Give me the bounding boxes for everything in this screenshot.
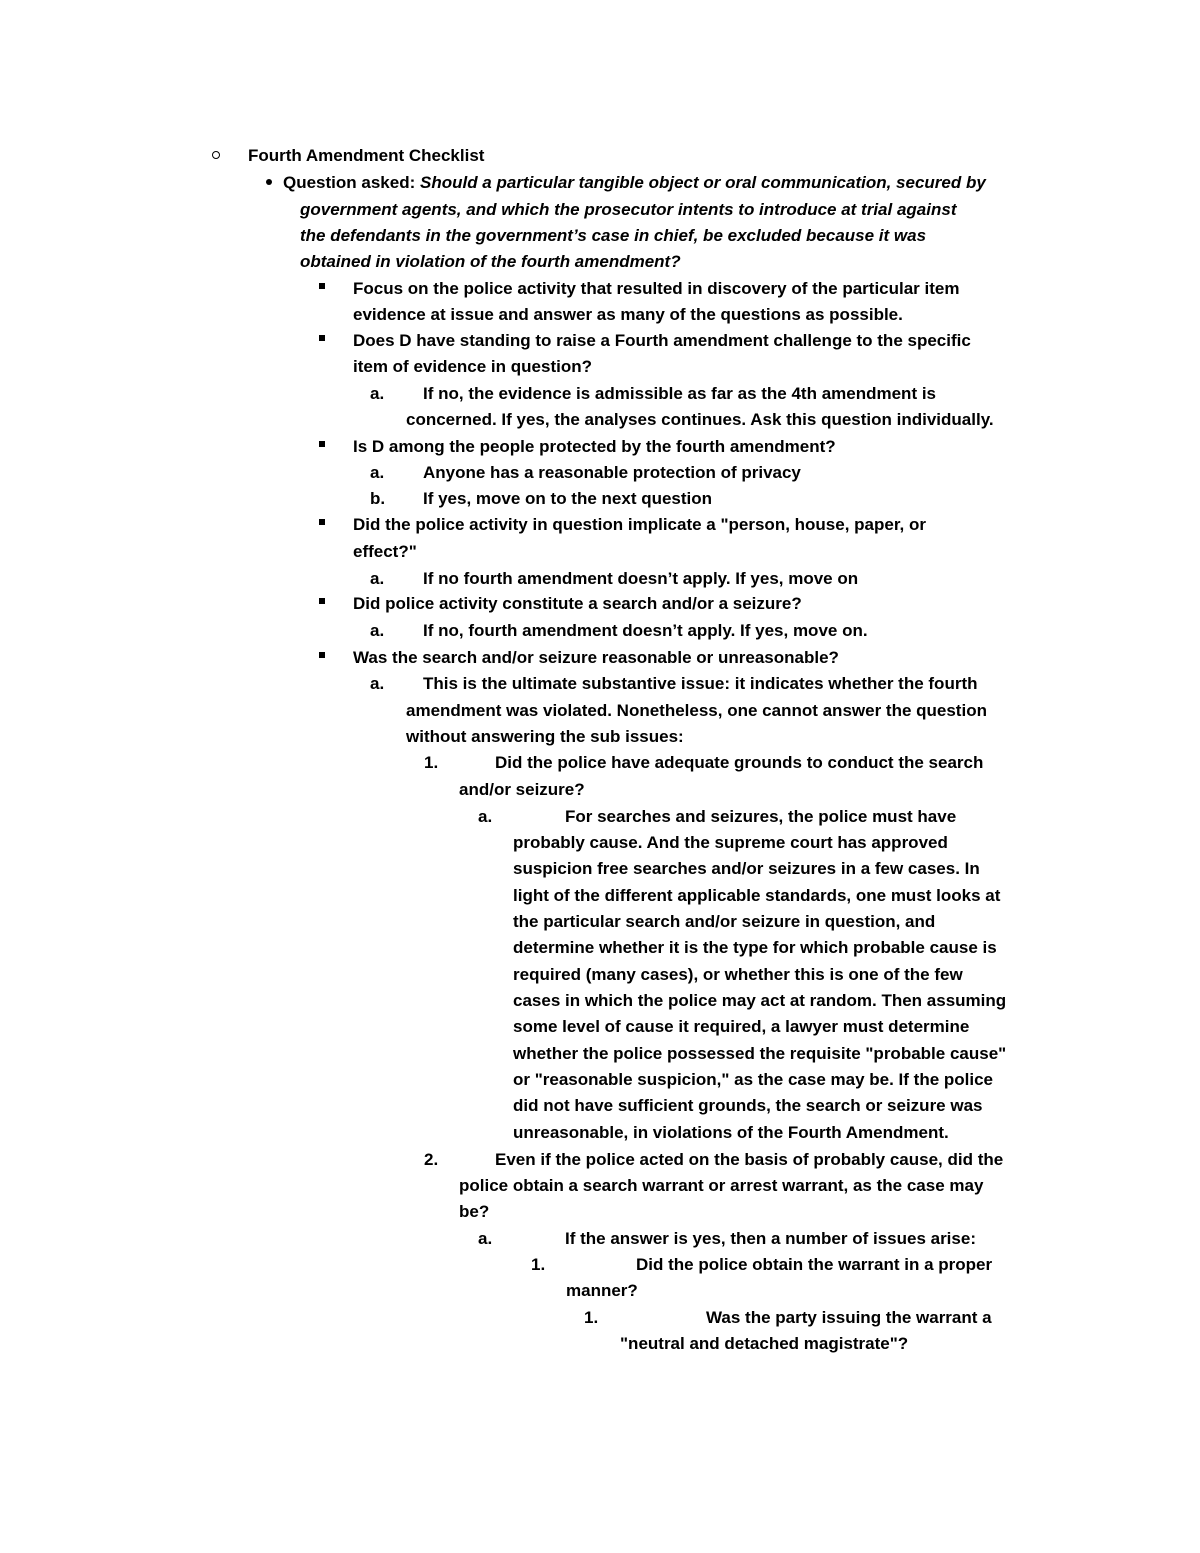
item-4-line-1: Did the police activity in question implicate a "person, house, paper, or (353, 515, 926, 534)
round-bullet-icon (266, 179, 272, 185)
numbered-2a-line: If the answer is yes, then a number of issues arise: (565, 1229, 976, 1248)
item-6a-line-1: This is the ultimate substantive issue: it indicates whether the fourth (423, 674, 978, 693)
question-line-1 (283, 170, 986, 196)
numbered-1a-line-11: or "reasonable suspicion," as the case may be. If the police (513, 1070, 994, 1089)
item-3b-line: If yes, move on to the next question (423, 489, 713, 508)
numbered-2a1a-marker: 1. (584, 1308, 599, 1327)
numbered-1a-line-8: cases in which the police may act at random. Then assuming (513, 991, 1007, 1010)
numbered-1a-line-5: the particular search and/or seizure in question, and (513, 912, 936, 931)
numbered-2-line-3: be? (459, 1202, 490, 1221)
item-1-line-1: Focus on the police activity that resulted in discovery of the particular item (353, 279, 960, 298)
question-line-3: the defendants in the government’s case in chief, be excluded because it was (300, 226, 927, 245)
numbered-1a-line-7: required (many cases), or whether this is one of the few (513, 965, 963, 984)
numbered-1a-line-12: did not have sufficient grounds, the search or seizure was (513, 1096, 983, 1115)
numbered-2a-marker: a. (478, 1229, 493, 1248)
item-3a-line: Anyone has a reasonable protection of privacy (423, 463, 801, 482)
item-6-line: Was the search and/or seizure reasonable or unreasonable? (353, 648, 839, 667)
numbered-2-marker: 2. (424, 1150, 439, 1169)
numbered-1-line-2: and/or seizure? (459, 780, 585, 799)
hollow-circle-bullet-icon (212, 151, 220, 159)
numbered-2a1-marker: 1. (531, 1255, 546, 1274)
item-3b-marker: b. (370, 489, 386, 508)
item-2a-line-1: If no, the evidence is admissible as far as the 4th amendment is (423, 384, 937, 403)
square-bullet-icon (319, 519, 325, 525)
question-text-1: Should a particular tangible object or oral communication, secured by (419, 173, 986, 192)
item-4-line-2: effect?" (353, 542, 417, 561)
square-bullet-icon (319, 598, 325, 604)
numbered-1-marker: 1. (424, 753, 439, 772)
item-4a-line: If no fourth amendment doesn’t apply. If yes, move on (423, 569, 859, 588)
numbered-1a-line-13: unreasonable, in violations of the Fourth Amendment. (513, 1123, 949, 1142)
question-line-2: government agents, and which the prosecutor intents to introduce at trial against (300, 200, 957, 219)
numbered-1a-line-1: For searches and seizures, the police must have (565, 807, 957, 826)
item-5a-line: If no, fourth amendment doesn’t apply. If yes, move on. (423, 621, 868, 640)
numbered-2-line-2: police obtain a search warrant or arrest warrant, as the case may (459, 1176, 984, 1195)
square-bullet-icon (319, 335, 325, 341)
item-3a-marker: a. (370, 463, 385, 482)
numbered-1a-line-6: determine whether it is the type for which probable cause is (513, 938, 997, 957)
item-2a-line-2: concerned. If yes, the analyses continues. Ask this question individually. (406, 410, 994, 429)
numbered-2a1-line-1: Did the police obtain the warrant in a proper (636, 1255, 993, 1274)
item-1-line-2: evidence at issue and answer as many of the questions as possible. (353, 305, 903, 324)
numbered-2-line-1: Even if the police acted on the basis of probably cause, did the (495, 1150, 1004, 1169)
item-6a-line-3: without answering the sub issues: (406, 727, 684, 746)
item-6a-line-2: amendment was violated. Nonetheless, one cannot answer the question (406, 701, 987, 720)
square-bullet-icon (319, 652, 325, 658)
numbered-1a-line-10: whether the police possessed the requisite "probable cause" (513, 1044, 1007, 1063)
item-2-line-1: Does D have standing to raise a Fourth amendment challenge to the specific (353, 331, 971, 350)
item-5-line: Did police activity constitute a search and/or a seizure? (353, 594, 802, 613)
numbered-1a-line-9: some level of cause it required, a lawyer must determine (513, 1017, 970, 1036)
numbered-1a-line-3: suspicion free searches and/or seizures in a few cases. In (513, 859, 980, 878)
square-bullet-icon (319, 441, 325, 447)
item-2-line-2: item of evidence in question? (353, 357, 592, 376)
item-3-line-1: Is D among the people protected by the fourth amendment? (353, 437, 836, 456)
square-bullet-icon (319, 283, 325, 289)
question-label: Question asked: (283, 173, 420, 192)
numbered-1-line-1: Did the police have adequate grounds to conduct the search (495, 753, 984, 772)
checklist-title: Fourth Amendment Checklist (248, 146, 485, 165)
question-line-4: obtained in violation of the fourth amendment? (300, 252, 681, 271)
item-2a-marker: a. (370, 384, 385, 403)
item-5a-marker: a. (370, 621, 385, 640)
item-6a-marker: a. (370, 674, 385, 693)
numbered-2a1a-line-1: Was the party issuing the warrant a (706, 1308, 992, 1327)
item-4a-marker: a. (370, 569, 385, 588)
numbered-1a-line-2: probably cause. And the supreme court has approved (513, 833, 948, 852)
numbered-2a1-line-2: manner? (566, 1281, 638, 1300)
numbered-1a-line-4: light of the different applicable standards, one must looks at (513, 886, 1001, 905)
numbered-1a-marker: a. (478, 807, 493, 826)
numbered-2a1a-line-2: "neutral and detached magistrate"? (620, 1334, 909, 1353)
